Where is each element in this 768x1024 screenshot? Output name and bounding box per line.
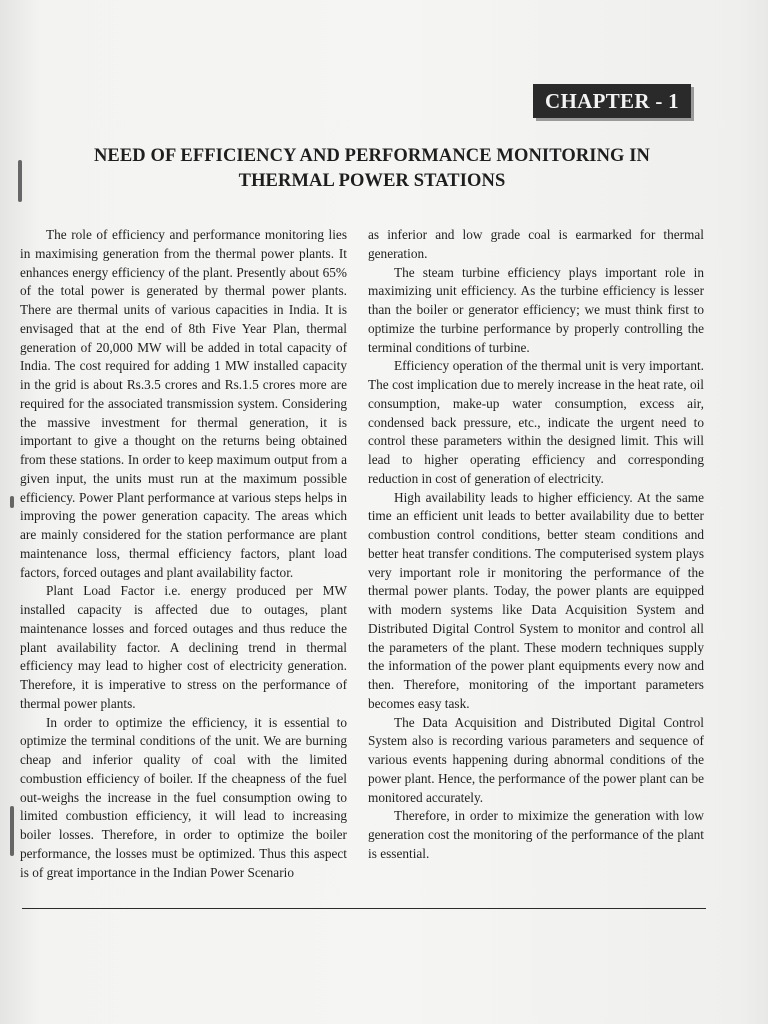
paragraph: High availability leads to higher efficiency. At the same time an efficient unit leads to better availability due to better combustion control conditions, better steam conditions and better heat transfer conditions. The computerised system plays very important role ir monitoring the performance of the thermal power plants. Today, the power plants are equipped with modern systems like Data Acquisition System and Distributed Digital Control System to monitor and control all the parameters of the plant. These modern techniques supply the information of the power plant equipments every now and then. Therefore, monitoring of the important parameters becomes easy task.: [368, 489, 704, 711]
page-bottom-rule: [22, 908, 706, 909]
chapter-label: CHAPTER - 1: [533, 84, 691, 118]
margin-pencil-mark: [18, 160, 22, 202]
chapter-title-line-2: THERMAL POWER STATIONS: [238, 171, 506, 191]
paragraph: The Data Acquisition and Distributed Digital Control System also is recording various parameters and sequence of various events happening during abnormal conditions of the power plant. Hence, the performance of the power plant can be monitored accurately.: [368, 714, 704, 805]
paragraph: Efficiency operation of the thermal unit is very important. The cost implication due to merely increase in the heat rate, oil consumption, make-up water consumption, excess air, condensed back pressure, etc., indicate the urgent need to control these parameters within the designed limit. This will lead to higher operating efficiency and corresponding reduction in cost of generation of electricity.: [368, 358, 704, 486]
paragraph: The steam turbine efficiency plays important role in maximizing unit efficiency. As the turbine efficiency is lesser than the boiler or generator efficiency; we must think first to optimize the turbine performance by properly controlling the terminal conditions of turbine.: [368, 264, 704, 355]
chapter-title-line-1: NEED OF EFFICIENCY AND PERFORMANCE MONITORING IN: [93, 146, 651, 166]
left-column: [20, 226, 347, 882]
paragraph-continued: as inferior and low grade coal is earmarked for thermal generation.: [368, 227, 704, 261]
paragraph: The role of efficiency and performance monitoring lies in maximising generation from the thermal power plants. It enhances energy efficiency of the plant. Presently about 65% of the total power is generated by thermal power plants. There are thermal units of various capacities in India. It is envisaged that at the end of 8th Five Year Plan, thermal generation of 20,000 MW will be added in total capacity of India. The cost required for adding 1 MW installed capacity in the grid is about Rs.3.5 crores and Rs.1.5 crores more are required for the associated transmission system. Considering the massive investment for thermal generation, it is important to give a thought on the returns being obtained from these stations. In order to keep maximum output from a given input, the units must run at the maximum possible efficiency. Power Plant performance at various steps helps in improving the power generation capacity. The areas which are mainly considered for the station performance are plant maintenance loss, thermal efficiency factors, plant load factors, forced outages and plant availability factor.: [20, 227, 347, 580]
margin-pencil-mark: [10, 496, 14, 508]
chapter-title: [22, 144, 722, 194]
margin-pencil-mark: [10, 806, 14, 856]
paragraph: In order to optimize the efficiency, it is essential to optimize the terminal conditions of the unit. We are burning cheap and inferior quality of coal with the limited combustion efficiency of boiler. If the cheapness of the fuel out-weighs the increase in the fuel consumption owing to limited combustion efficiency, it will lead to increasing boiler losses. Therefore, in order to optimize the boiler performance, the losses must be optimized. Thus this aspect is of great importance in the Indian Power Scenario: [20, 714, 347, 880]
paragraph: Plant Load Factor i.e. energy produced per MW installed capacity is affected due to outages, plant maintenance losses and forced outages and thus reduce the plant availability factor. A declining trend in thermal efficiency may lead to higher cost of electricity generation. Therefore, it is imperative to stress on the performance of thermal power plants.: [20, 583, 347, 711]
paragraph: Therefore, in order to miximize the generation with low generation cost the monitoring of the performance of the plant is essential.: [368, 808, 704, 861]
right-column: [368, 226, 704, 864]
